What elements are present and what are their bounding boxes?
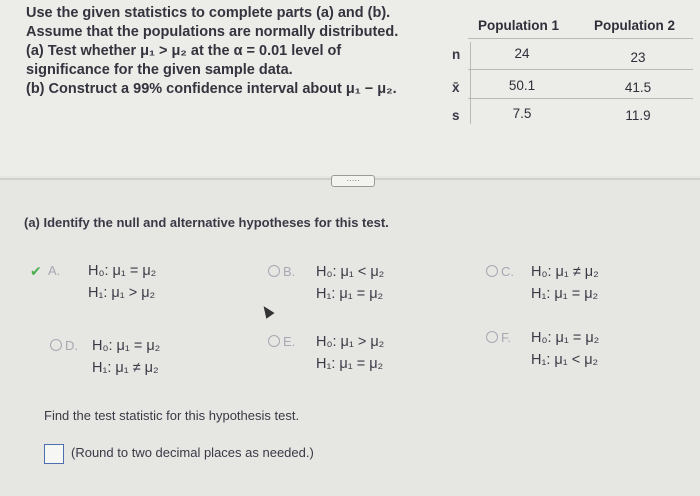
problem-line: Assume that the populations are normally distributed. (26, 24, 399, 40)
rounding-hint: (Round to two decimal places as needed.) (71, 445, 314, 460)
option-c-h0: H₀: μ₁ ≠ μ₂ (531, 264, 599, 280)
header-population-2: Population 2 (594, 18, 675, 33)
cell-n-pop1: 24 (514, 46, 530, 61)
row-symbol-n: n (452, 47, 461, 62)
option-b[interactable] (268, 264, 428, 308)
problem-line: significance for the given sample data. (26, 62, 293, 78)
option-d-label (50, 338, 78, 353)
option-a-h0: H₀: μ₁ = μ₂ (88, 263, 157, 279)
option-f-letter: F. (501, 330, 512, 345)
table-divider (470, 42, 471, 124)
option-e-label (268, 334, 295, 349)
problem-panel (0, 0, 700, 176)
cell-n-pop2: 23 (630, 50, 646, 65)
option-e-radio[interactable] (268, 335, 280, 347)
cell-s-pop1: 7.5 (512, 106, 532, 121)
option-e-h1: H₁: μ₁ = μ₂ (316, 356, 384, 372)
option-e-letter: E. (283, 334, 296, 349)
problem-line: (a) Test whether μ₁ > μ₂ at the α = 0.01 level of (26, 43, 342, 59)
expand-more-button[interactable]: ····· (331, 175, 375, 187)
option-b-h1: H₁: μ₁ = μ₂ (316, 286, 384, 302)
row-symbol-xbar: x̄ (452, 80, 460, 95)
problem-line: (b) Construct a 99% confidence interval about μ₁ − μ₂. (26, 81, 397, 97)
problem-line: Use the given statistics to complete parts (a) and (b). (26, 5, 391, 21)
option-c[interactable] (486, 264, 646, 308)
question-prompt: (a) Identify the null and alternative hypotheses for this test. (24, 215, 389, 230)
option-b-radio[interactable] (268, 265, 280, 277)
option-f[interactable] (486, 330, 646, 374)
option-c-h1: H₁: μ₁ = μ₂ (531, 286, 599, 302)
option-e-h0: H₀: μ₁ > μ₂ (316, 334, 385, 350)
table-rule (468, 98, 693, 99)
option-f-radio[interactable] (486, 331, 498, 343)
cell-xbar-pop2: 41.5 (624, 80, 652, 95)
header-population-1: Population 1 (478, 18, 559, 33)
option-f-h0: H₀: μ₁ = μ₂ (531, 330, 600, 346)
option-d-radio[interactable] (50, 339, 62, 351)
option-a[interactable] (48, 263, 208, 307)
option-b-letter: B. (283, 264, 296, 279)
option-c-letter: C. (501, 264, 514, 279)
option-c-radio[interactable] (486, 265, 498, 277)
option-d[interactable] (50, 338, 210, 382)
find-test-statistic-prompt: Find the test statistic for this hypothesis test. (44, 408, 300, 423)
correct-check-icon: ✔ (30, 263, 42, 279)
table-rule (468, 69, 693, 70)
option-a-letter: A. (48, 263, 61, 278)
table-rule (468, 38, 693, 39)
cell-s-pop2: 11.9 (625, 108, 651, 123)
option-f-label (486, 330, 511, 345)
test-statistic-input[interactable] (44, 444, 64, 464)
cell-xbar-pop1: 50.1 (508, 78, 536, 93)
option-b-h0: H₀: μ₁ < μ₂ (316, 264, 385, 280)
option-b-label (268, 264, 295, 279)
option-e[interactable] (268, 334, 428, 378)
option-d-h0: H₀: μ₁ = μ₂ (92, 338, 161, 354)
option-a-h1: H₁: μ₁ > μ₂ (88, 285, 156, 301)
problem-statement (26, 4, 426, 99)
row-symbol-s: s (452, 108, 460, 123)
option-d-h1: H₁: μ₁ ≠ μ₂ (92, 360, 159, 376)
option-c-label (486, 264, 514, 279)
option-d-letter: D. (65, 338, 78, 353)
option-f-h1: H₁: μ₁ < μ₂ (531, 352, 599, 368)
